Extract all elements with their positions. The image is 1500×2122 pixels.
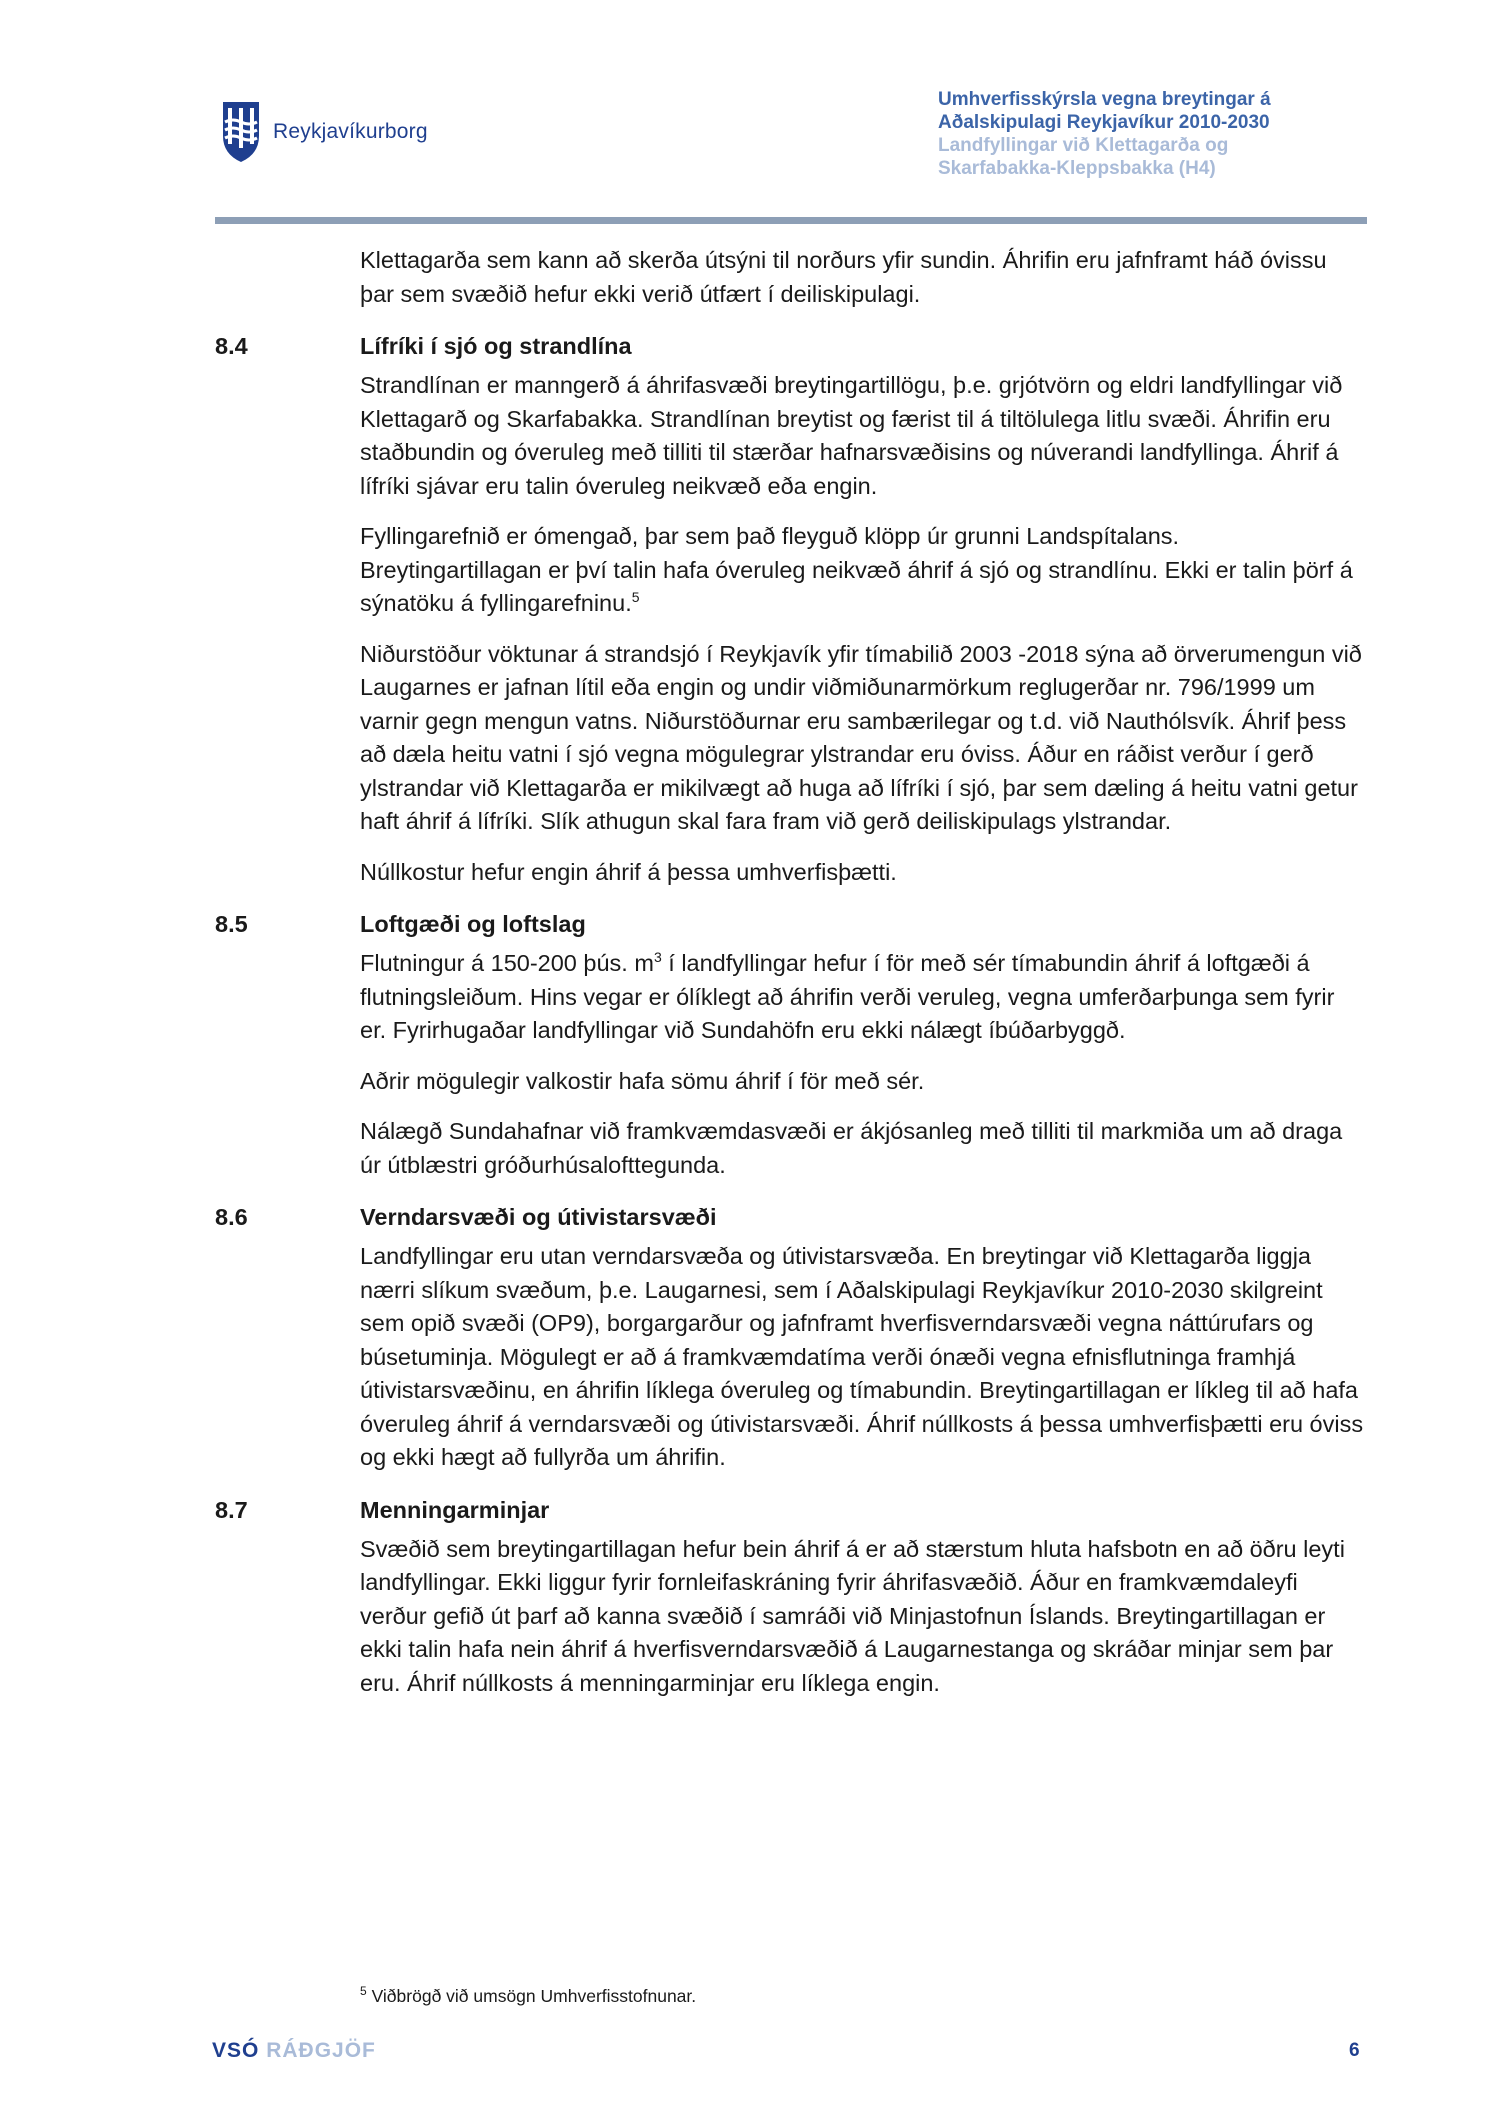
paragraph: Aðrir mögulegir valkostir hafa sömu áhrif í för með sér.	[360, 1067, 925, 1094]
paragraph: Strandlínan er manngerð á áhrifasvæði breytingartillögu, þ.e. grjótvörn og eldri landfyllingar við Klettagarð og Skarfabakka. Strandlínan breytist og færist til á tiltölulega litlu svæði. Áhrifin eru staðbundin og óveruleg með tilliti til stærðar hafnarsvæðisins og núverandi landfyllinga. Áhrif á lífríki sjávar eru talin óveruleg neikvæð eða engin.	[360, 372, 1343, 499]
page-body	[215, 244, 1367, 1717]
header-divider	[215, 217, 1367, 224]
header-title-line-1: Umhverfisskýrsla vegna breytingar á	[938, 89, 1271, 110]
paragraph	[360, 520, 1367, 621]
footnote-number: 5	[360, 1984, 367, 1999]
reykjavik-coat-of-arms-icon	[221, 100, 261, 164]
paragraph-text: Flutningur á 150-200 þús. m	[360, 950, 654, 976]
paragraph: Niðurstöður vöktunar á strandsjó í Reykjavík yfir tímabilið 2003 -2018 sýna að örverumengun við Laugarnes er jafnan lítil eða engin og undir viðmiðunarmörkum reglugerðar nr. 796/1999 um varnir gegn mengun vatns. Niðurstöðurnar eru sambærilegar og t.d. við Nauthólsvík. Áhrif þess að dæla heitu vatni í sjó vegna mögulegrar ylstrandar eru óviss. Áður en ráðist verður í gerð ylstrandar við Klettagarða er mikilvægt að huga að lífríki í sjó, þar sem dæling á heitu vatni getur haft áhrif á lífríki. Slík athugun skal fara fram við gerð deiliskipulags ylstrandar.	[360, 640, 1362, 834]
header-title-line-2: Aðalskipulagi Reykjavíkur 2010-2030	[938, 112, 1270, 133]
section-number: 8.6	[215, 1204, 248, 1230]
brand-part-1: VSÓ	[212, 2039, 260, 2062]
section-number: 8.4	[215, 333, 248, 359]
paragraph-text: Fyllingarefnið er ómengað, þar sem það fleyguð klöpp úr grunni Landspítalans. Breytingartillagan er því talin hafa óveruleg neikvæð áhrif á sjó og strandlínu. Ekki er talin þörf á sýnatöku á fyllingarefninu.	[360, 523, 1353, 616]
section-title: Verndarsvæði og útivistarsvæði	[360, 1204, 717, 1230]
paragraph: Landfyllingar eru utan verndarsvæða og útivistarsvæða. En breytingar við Klettagarða liggja nærri slíkum svæðum, þ.e. Laugarnesi, sem í Aðalskipulagi Reykjavíkur 2010-2030 skilgreint sem opið svæði (OP9), borgargarður og jafnframt hverfisverndarsvæði vegna náttúrufars og búsetuminja. Mögulegt er að á framkvæmdatíma verði ónæði vegna efnisflutninga framhjá útivistarsvæðinu, en áhrifin líklega óveruleg og tímabundin. Breytingartillagan er líkleg til að hafa óveruleg áhrif á verndarsvæði og útivistarsvæði. Áhrif núllkosts á þessa umhverfisþætti eru óviss og ekki hægt að fullyrða um áhrifin.	[360, 1243, 1364, 1470]
vso-radgjof-logo	[212, 2039, 376, 2063]
section-title: Lífríki í sjó og strandlína	[360, 333, 632, 359]
page-number: 6	[1349, 2040, 1360, 2061]
section-title: Loftgæði og loftslag	[360, 911, 586, 937]
section-heading-8-7	[215, 1495, 1367, 1525]
header-title-line-3: Landfyllingar við Klettagarða og	[938, 135, 1229, 156]
section-title: Menningarminjar	[360, 1496, 550, 1523]
paragraph-text: í landfyllingar hefur í för með sér tímabundin áhrif á loftgæði á flutningsleiðum. Hins vegar er ólíklegt að áhrifin verði veruleg, vegna umferðarþunga sem fyrir er. Fyrirhugaðar landfyllingar við Sundahöfn eru ekki nálægt íbúðarbyggð.	[360, 950, 1335, 1043]
section-number: 8.7	[215, 1496, 248, 1523]
paragraph: Svæðið sem breytingartillagan hefur bein áhrif á er að stærstum hluta hafsbotn en að öðru leyti landfyllingar. Ekki liggur fyrir fornleifaskráning fyrir áhrifasvæðið. Áður en framkvæmdaleyfi verður gefið út þarf að kanna svæðið í samráði við Minjastofnun Íslands. Breytingartillagan er ekki talin hafa nein áhrif á hverfisverndarsvæðið á Laugarnestanga og skráðar minjar sem þar eru. Áhrif núllkosts á menningarminjar eru líklega engin.	[360, 1535, 1345, 1696]
footnote-ref[interactable]: 5	[631, 589, 640, 606]
section-heading-8-4	[215, 331, 1367, 361]
section-heading-8-6	[215, 1202, 1367, 1232]
header-title-line-4: Skarfabakka-Kleppsbakka (H4)	[938, 158, 1216, 179]
brand-part-2: RÁÐGJÖF	[266, 2039, 376, 2062]
intro-paragraph: Klettagarða sem kann að skerða útsýni til norðurs yfir sundin. Áhrifin eru jafnframt háð óvissu þar sem svæðið hefur ekki verið útfært í deiliskipulagi.	[360, 247, 1327, 307]
org-name: Reykjavíkurborg	[273, 120, 428, 143]
section-number: 8.5	[215, 911, 248, 937]
paragraph: Nálægð Sundahafnar við framkvæmdasvæði er ákjósanleg með tilliti til markmiða um að draga úr útblæstri gróðurhúsalofttegunda.	[360, 1118, 1343, 1178]
reykjavikurborg-logo	[221, 100, 428, 164]
footnote	[360, 1986, 696, 2007]
section-heading-8-5	[215, 909, 1367, 939]
paragraph	[360, 947, 1367, 1048]
superscript: 3	[653, 949, 662, 966]
document-header	[938, 88, 1458, 180]
paragraph: Núllkostur hefur engin áhrif á þessa umhverfisþætti.	[360, 858, 897, 885]
footnote-text: Viðbrögð við umsögn Umhverfisstofnunar.	[371, 1986, 697, 2006]
